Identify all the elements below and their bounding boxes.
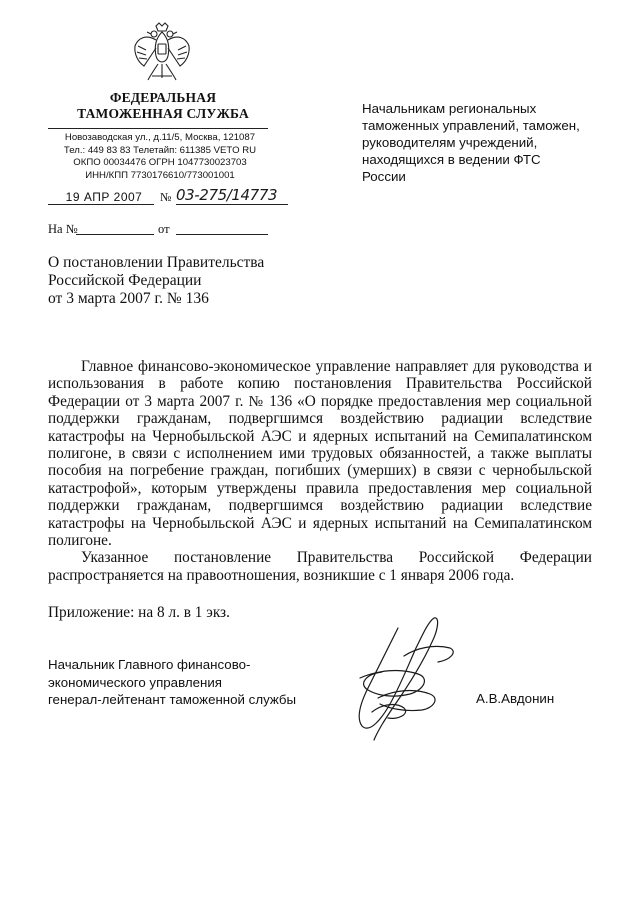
reference-number-label: На № bbox=[48, 222, 78, 236]
registration-number: 03-275/14773 bbox=[176, 187, 288, 205]
handwritten-signature-icon bbox=[338, 608, 468, 748]
attachment-note: Приложение: на 8 л. в 1 экз. bbox=[48, 604, 230, 621]
okpo-line: ОКПО 00034476 ОГРН 1047730023703 bbox=[73, 157, 247, 168]
address-line: Новозаводская ул., д.11/5, Москва, 121087 bbox=[64, 132, 256, 143]
subject-line3: от 3 марта 2007 г. № 136 bbox=[48, 290, 209, 307]
contact-details bbox=[40, 132, 280, 182]
signer-name: А.В.Авдонин bbox=[476, 691, 555, 706]
signer-line1: Начальник Главного финансово- bbox=[48, 657, 251, 672]
subject-line2: Российской Федерации bbox=[48, 272, 202, 289]
reference-date-label: от bbox=[158, 222, 170, 236]
letter-body bbox=[48, 358, 592, 584]
reference-number-blank bbox=[76, 234, 154, 235]
inn-line: ИНН/КПП 7730176610/773001001 bbox=[85, 169, 235, 181]
registration-line bbox=[48, 186, 288, 212]
number-label: № bbox=[160, 190, 172, 204]
subject-block bbox=[48, 254, 308, 308]
signer-line2: экономического управления bbox=[48, 674, 222, 690]
signer-position bbox=[48, 656, 348, 709]
org-name-line2: ТАМОЖЕННАЯ СЛУЖБА bbox=[77, 106, 249, 121]
registration-date: 19 АПР 2007 bbox=[48, 190, 154, 205]
phone-line: Тел.: 449 83 83 Телетайп: 611385 VETO RU bbox=[63, 144, 257, 156]
subject-line1: О постановлении Правительства bbox=[48, 254, 265, 271]
body-paragraph-1: Главное финансово-экономическое управление направляет для руководства и использования в работе копию постановления Правительства Российской Федерации от 3 марта 2007 г. № 136 «О порядке предоставления мер социальной поддержки гражданам, подвергшимся воздействию радиации вследствие катастрофы на Чернобыльской АЭС и ядерных испытаний на Семипалатинском полигоне, в связи с исполнением ими трудовых обязанностей, а также выплаты пособия на погребение граждан, погибших (умерших) в связи с чернобыльской катастрофой», которым утверждены правила предоставления мер социальной поддержки гражданам, подвергшимся воздействию радиации вследствие катастрофы на Чернобыльской АЭС и ядерных испытаний на Семипалатинском полигоне. bbox=[48, 358, 592, 550]
recipient-block: Начальникам региональных таможенных управлений, таможен, руководителям учреждений, находящихся в ведении ФТС России bbox=[362, 101, 580, 184]
signer-line3: генерал-лейтенант таможенной службы bbox=[48, 692, 297, 707]
body-paragraph-2: Указанное постановление Правительства Российской Федерации распространяется на правоотношения, возникшие с 1 января 2006 года. bbox=[48, 549, 592, 584]
reference-date-blank bbox=[176, 234, 268, 235]
organization-name bbox=[58, 90, 268, 122]
org-name-line1: ФЕДЕРАЛЬНАЯ bbox=[109, 90, 217, 105]
eagle-emblem-icon bbox=[132, 20, 192, 84]
header-divider bbox=[48, 128, 268, 129]
